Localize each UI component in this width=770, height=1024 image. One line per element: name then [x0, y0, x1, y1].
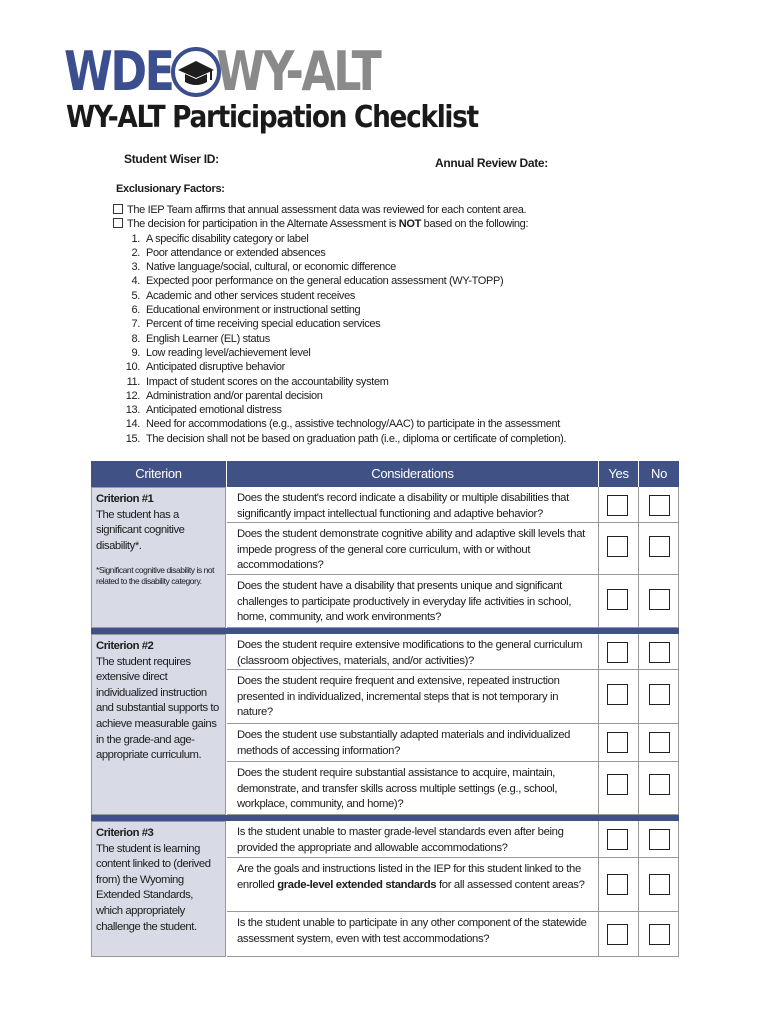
- factor-text: Low reading level/achievement level: [146, 346, 311, 359]
- criterion-2-title: Criterion #2: [96, 640, 154, 652]
- list-item: [113, 417, 566, 431]
- yes-checkbox[interactable]: [607, 536, 628, 557]
- yes-checkbox[interactable]: [607, 924, 628, 945]
- factor-number: 4.: [131, 275, 140, 288]
- factor-list: [113, 232, 566, 446]
- factor-text: Anticipated emotional distress: [146, 404, 282, 417]
- criterion-3-title: Criterion #3: [96, 827, 154, 839]
- table-row: [227, 762, 679, 815]
- table-row: [227, 523, 679, 575]
- criterion-1-footnote: *Significant cognitive disability is not related to the disability category.: [96, 565, 215, 587]
- decision-text: The decision for participation in the Alternate Assessment is: [127, 218, 399, 231]
- no-checkbox[interactable]: [649, 536, 670, 557]
- factor-text: Academic and other services student receives: [146, 289, 355, 302]
- student-wiser-id-label: Student Wiser ID:: [124, 152, 219, 166]
- factor-number: 1.: [131, 232, 140, 245]
- page-title: WY-ALT Participation Checklist: [66, 100, 478, 135]
- affirm-text: The IEP Team affirms that annual assessment data was reviewed for each content area.: [127, 204, 527, 216]
- factor-text: Anticipated disruptive behavior: [146, 361, 285, 374]
- factor-number: 7.: [131, 318, 140, 331]
- logo-wde-text: WDE: [64, 40, 173, 103]
- list-item: [113, 403, 566, 417]
- list-item: [113, 389, 566, 403]
- factor-number: 12.: [125, 389, 140, 402]
- no-checkbox[interactable]: [649, 924, 670, 945]
- factor-text: The decision shall not be based on graduation path (i.e., diploma or certificate of completion).: [146, 432, 567, 445]
- factor-text: Expected poor performance on the general education assessment (WY-TOPP): [146, 275, 504, 288]
- factor-number: 13.: [125, 404, 140, 417]
- exclusionary-factors-heading: Exclusionary Factors:: [116, 183, 225, 195]
- factor-number: 2.: [131, 246, 140, 259]
- list-item: [113, 246, 566, 260]
- list-item: [113, 274, 566, 288]
- criterion-2-text: The student requires extensive direct individualized instruction and substantial supports to achieve measurable gains in the grade-and age-appropriate curriculum.: [96, 655, 219, 762]
- consideration-text: Does the student's record indicate a disability or multiple disabilities that significantly impact intellectual functioning and adaptive behavior?: [237, 492, 569, 520]
- list-item: [113, 332, 566, 346]
- no-checkbox[interactable]: [649, 774, 670, 795]
- factor-number: 14.: [125, 418, 140, 431]
- table-row: [227, 858, 679, 912]
- no-checkbox[interactable]: [649, 684, 670, 705]
- table-row: [227, 821, 679, 858]
- consideration-text: Is the student unable to master grade-level standards even after being provided the appropriate and allowable accommodations?: [237, 826, 564, 854]
- yes-checkbox[interactable]: [607, 684, 628, 705]
- criterion-1-text: The student has a significant cognitive disability*.: [96, 508, 185, 552]
- factor-number: 5.: [131, 289, 140, 302]
- criterion-1-cell: [91, 487, 226, 628]
- criterion-2-cell: [91, 634, 226, 815]
- factor-text: Percent of time receiving special education services: [146, 318, 381, 331]
- no-checkbox[interactable]: [649, 874, 670, 895]
- table-row: [227, 670, 679, 724]
- yes-checkbox[interactable]: [607, 829, 628, 850]
- decision-not-emphasis: NOT: [398, 218, 421, 231]
- consideration-text: [227, 858, 599, 897]
- table-row: [227, 575, 679, 628]
- consideration-text-part: Are the goals and instructions listed in the IEP for this student linked to the enrolled: [237, 863, 581, 891]
- consideration-text: Does the student require frequent and extensive, repeated instruction presented in individualized, incremental steps that is not temporary in nature?: [237, 675, 560, 719]
- factor-number: 3.: [131, 261, 140, 274]
- list-item: [113, 375, 566, 389]
- list-item: [113, 346, 566, 360]
- list-item: [113, 289, 566, 303]
- list-item: [113, 360, 566, 374]
- criterion-1-title: Criterion #1: [96, 493, 154, 505]
- factor-text: Native language/social, cultural, or economic difference: [146, 261, 396, 274]
- factor-number: 11.: [126, 375, 140, 388]
- graduation-cap-icon: [170, 46, 222, 98]
- no-checkbox[interactable]: [649, 642, 670, 663]
- consideration-text: Does the student demonstrate cognitive ability and adaptive skill levels that impede progress of the general core curriculum, with or without accommodations?: [237, 528, 585, 572]
- factor-text: Educational environment or instructional setting: [146, 304, 361, 317]
- yes-checkbox[interactable]: [607, 495, 628, 516]
- decision-text-end: based on the following:: [420, 218, 529, 231]
- list-item: [113, 232, 566, 246]
- factor-text: Poor attendance or extended absences: [146, 246, 326, 259]
- exclusionary-factors: [113, 203, 566, 446]
- no-column-header: No: [639, 461, 679, 487]
- factor-number: 8.: [131, 332, 140, 345]
- factor-number: 15.: [125, 432, 140, 445]
- factor-text: Impact of student scores on the accountability system: [146, 375, 389, 388]
- yes-checkbox[interactable]: [607, 642, 628, 663]
- list-item: [113, 260, 566, 274]
- consideration-text: Is the student unable to participate in any other component of the statewide assessment system, even with test accommodations?: [237, 917, 587, 945]
- no-checkbox[interactable]: [649, 732, 670, 753]
- yes-checkbox[interactable]: [607, 874, 628, 895]
- no-checkbox[interactable]: [649, 829, 670, 850]
- factor-text: Administration and/or parental decision: [146, 389, 323, 402]
- criterion-3-cell: [91, 821, 226, 957]
- consideration-emphasis: grade-level extended standards: [277, 878, 437, 891]
- yes-column-header: Yes: [599, 461, 638, 487]
- consideration-text: Does the student require extensive modifications to the general curriculum (classroom objectives, materials, and/or activities)?: [237, 639, 583, 667]
- list-item: [113, 303, 566, 317]
- wde-wyalt-logo: [64, 40, 416, 103]
- consideration-text: Does the student require substantial assistance to acquire, maintain, demonstrate, and transfer skills across multiple settings (e.g., school, workplace, community, and home)?: [237, 767, 558, 811]
- table-row: [227, 912, 679, 957]
- annual-review-date-label: Annual Review Date:: [435, 156, 548, 170]
- checkbox[interactable]: [113, 204, 123, 214]
- consideration-text: Does the student use substantially adapted materials and individualized methods of accessing information?: [237, 729, 571, 757]
- factor-text: A specific disability category or label: [146, 232, 309, 245]
- no-checkbox[interactable]: [649, 589, 670, 610]
- list-item: [113, 317, 566, 331]
- criterion-column-header: Criterion: [91, 461, 226, 487]
- table-row: [227, 487, 679, 523]
- list-item: [113, 432, 566, 446]
- affirm-checkbox-row[interactable]: [113, 203, 566, 217]
- yes-checkbox[interactable]: [607, 732, 628, 753]
- factor-text: Need for accommodations (e.g., assistive technology/AAC) to participate in the assessment: [146, 418, 560, 431]
- table-row: [227, 724, 679, 762]
- consideration-text: Does the student have a disability that presents unique and significant challenges to participate productively in everyday life activities in school, home, community, and work environments?: [237, 580, 572, 624]
- yes-checkbox[interactable]: [607, 774, 628, 795]
- factor-text: English Learner (EL) status: [146, 332, 270, 345]
- factor-number: 9.: [131, 346, 140, 359]
- no-checkbox[interactable]: [649, 495, 670, 516]
- logo-wyalt-text: WY-ALT: [216, 40, 380, 103]
- decision-checkbox-row[interactable]: [113, 217, 566, 231]
- considerations-column-header: Considerations: [227, 461, 598, 487]
- checkbox[interactable]: [113, 218, 123, 228]
- consideration-text-part: for all assessed content areas?: [436, 878, 585, 891]
- criterion-3-text: The student is learning content linked to (derived from) the Wyoming Extended Standards, which appropriately challenge the student.: [96, 842, 211, 933]
- yes-checkbox[interactable]: [607, 589, 628, 610]
- factor-number: 6.: [131, 304, 140, 317]
- factor-number: 10.: [125, 361, 140, 374]
- table-row: [227, 634, 679, 670]
